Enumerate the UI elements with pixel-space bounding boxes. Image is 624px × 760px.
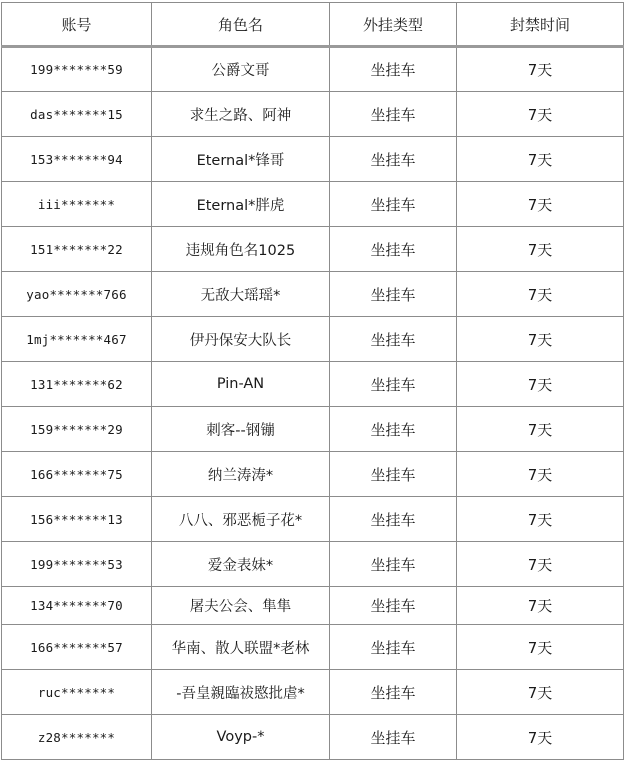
cheat-type-cell: 坐挂车 (330, 497, 457, 542)
table-row (2, 47, 624, 92)
header-role-name: 角色名 (152, 3, 330, 47)
cheat-type-cell: 坐挂车 (330, 452, 457, 497)
cheat-type-cell: 坐挂车 (330, 272, 457, 317)
ban-duration-cell: 7天 (457, 362, 624, 407)
ban-duration-cell: 7天 (457, 587, 624, 625)
role-name-cell: Pin-AN (152, 362, 330, 407)
table-row (2, 407, 624, 452)
cheat-type-cell: 坐挂车 (330, 362, 457, 407)
table-row (2, 587, 624, 625)
ban-duration-cell: 7天 (457, 715, 624, 760)
ban-duration-cell: 7天 (457, 497, 624, 542)
role-name-cell: 八八、邪恶栀子花* (152, 497, 330, 542)
cheat-type-cell: 坐挂车 (330, 92, 457, 137)
cheat-type-cell: 坐挂车 (330, 670, 457, 715)
account-cell: 199*******53 (2, 542, 152, 587)
ban-duration-cell: 7天 (457, 317, 624, 362)
role-name-cell: 刺客--钢镚 (152, 407, 330, 452)
cheat-type-cell: 坐挂车 (330, 625, 457, 670)
cheat-type-cell: 坐挂车 (330, 317, 457, 362)
role-name-cell: 纳兰涛涛* (152, 452, 330, 497)
table-row (2, 272, 624, 317)
account-cell: 166*******75 (2, 452, 152, 497)
ban-duration-cell: 7天 (457, 625, 624, 670)
role-name-cell: 无敌大瑶瑶* (152, 272, 330, 317)
table-header (2, 3, 624, 47)
role-name-cell: 伊丹保安大队长 (152, 317, 330, 362)
cheat-type-cell: 坐挂车 (330, 182, 457, 227)
account-cell: 156*******13 (2, 497, 152, 542)
ban-duration-cell: 7天 (457, 542, 624, 587)
role-name-cell: 公爵文哥 (152, 47, 330, 92)
account-cell: iii******* (2, 182, 152, 227)
ban-duration-cell: 7天 (457, 670, 624, 715)
role-name-cell: 屠夫公会、隼隼 (152, 587, 330, 625)
account-cell: 153*******94 (2, 137, 152, 182)
table-row (2, 452, 624, 497)
table-row (2, 715, 624, 760)
ban-duration-cell: 7天 (457, 452, 624, 497)
table-row (2, 137, 624, 182)
role-name-cell: -吾皇親臨祓愍批虐* (152, 670, 330, 715)
table-row (2, 497, 624, 542)
cheat-type-cell: 坐挂车 (330, 407, 457, 452)
table-row (2, 317, 624, 362)
role-name-cell: 违规角色名1025 (152, 227, 330, 272)
ban-duration-cell: 7天 (457, 47, 624, 92)
account-cell: yao*******766 (2, 272, 152, 317)
account-cell: 199*******59 (2, 47, 152, 92)
header-ban-duration: 封禁时间 (457, 3, 624, 47)
cheat-type-cell: 坐挂车 (330, 137, 457, 182)
account-cell: ruc******* (2, 670, 152, 715)
header-cheat-type: 外挂类型 (330, 3, 457, 47)
cheat-type-cell: 坐挂车 (330, 542, 457, 587)
table-row (2, 227, 624, 272)
ban-list-table (1, 2, 624, 760)
header-row (2, 3, 624, 47)
ban-duration-cell: 7天 (457, 137, 624, 182)
account-cell: 166*******57 (2, 625, 152, 670)
ban-duration-cell: 7天 (457, 92, 624, 137)
table-row (2, 625, 624, 670)
account-cell: z28******* (2, 715, 152, 760)
header-account: 账号 (2, 3, 152, 47)
account-cell: 131*******62 (2, 362, 152, 407)
account-cell: 134*******70 (2, 587, 152, 625)
account-cell: das*******15 (2, 92, 152, 137)
role-name-cell: 求生之路、阿神 (152, 92, 330, 137)
role-name-cell: 华南、散人联盟*老林 (152, 625, 330, 670)
role-name-cell: Eternal*锋哥 (152, 137, 330, 182)
account-cell: 151*******22 (2, 227, 152, 272)
cheat-type-cell: 坐挂车 (330, 47, 457, 92)
cheat-type-cell: 坐挂车 (330, 715, 457, 760)
role-name-cell: Eternal*胖虎 (152, 182, 330, 227)
table-row (2, 182, 624, 227)
role-name-cell: Voyp-* (152, 715, 330, 760)
ban-duration-cell: 7天 (457, 227, 624, 272)
table-body (2, 47, 624, 760)
ban-duration-cell: 7天 (457, 272, 624, 317)
ban-duration-cell: 7天 (457, 407, 624, 452)
account-cell: 159*******29 (2, 407, 152, 452)
account-cell: 1mj*******467 (2, 317, 152, 362)
table-row (2, 670, 624, 715)
ban-duration-cell: 7天 (457, 182, 624, 227)
table-row (2, 542, 624, 587)
table-row (2, 92, 624, 137)
cheat-type-cell: 坐挂车 (330, 587, 457, 625)
role-name-cell: 爱金表妹* (152, 542, 330, 587)
cheat-type-cell: 坐挂车 (330, 227, 457, 272)
table-row (2, 362, 624, 407)
